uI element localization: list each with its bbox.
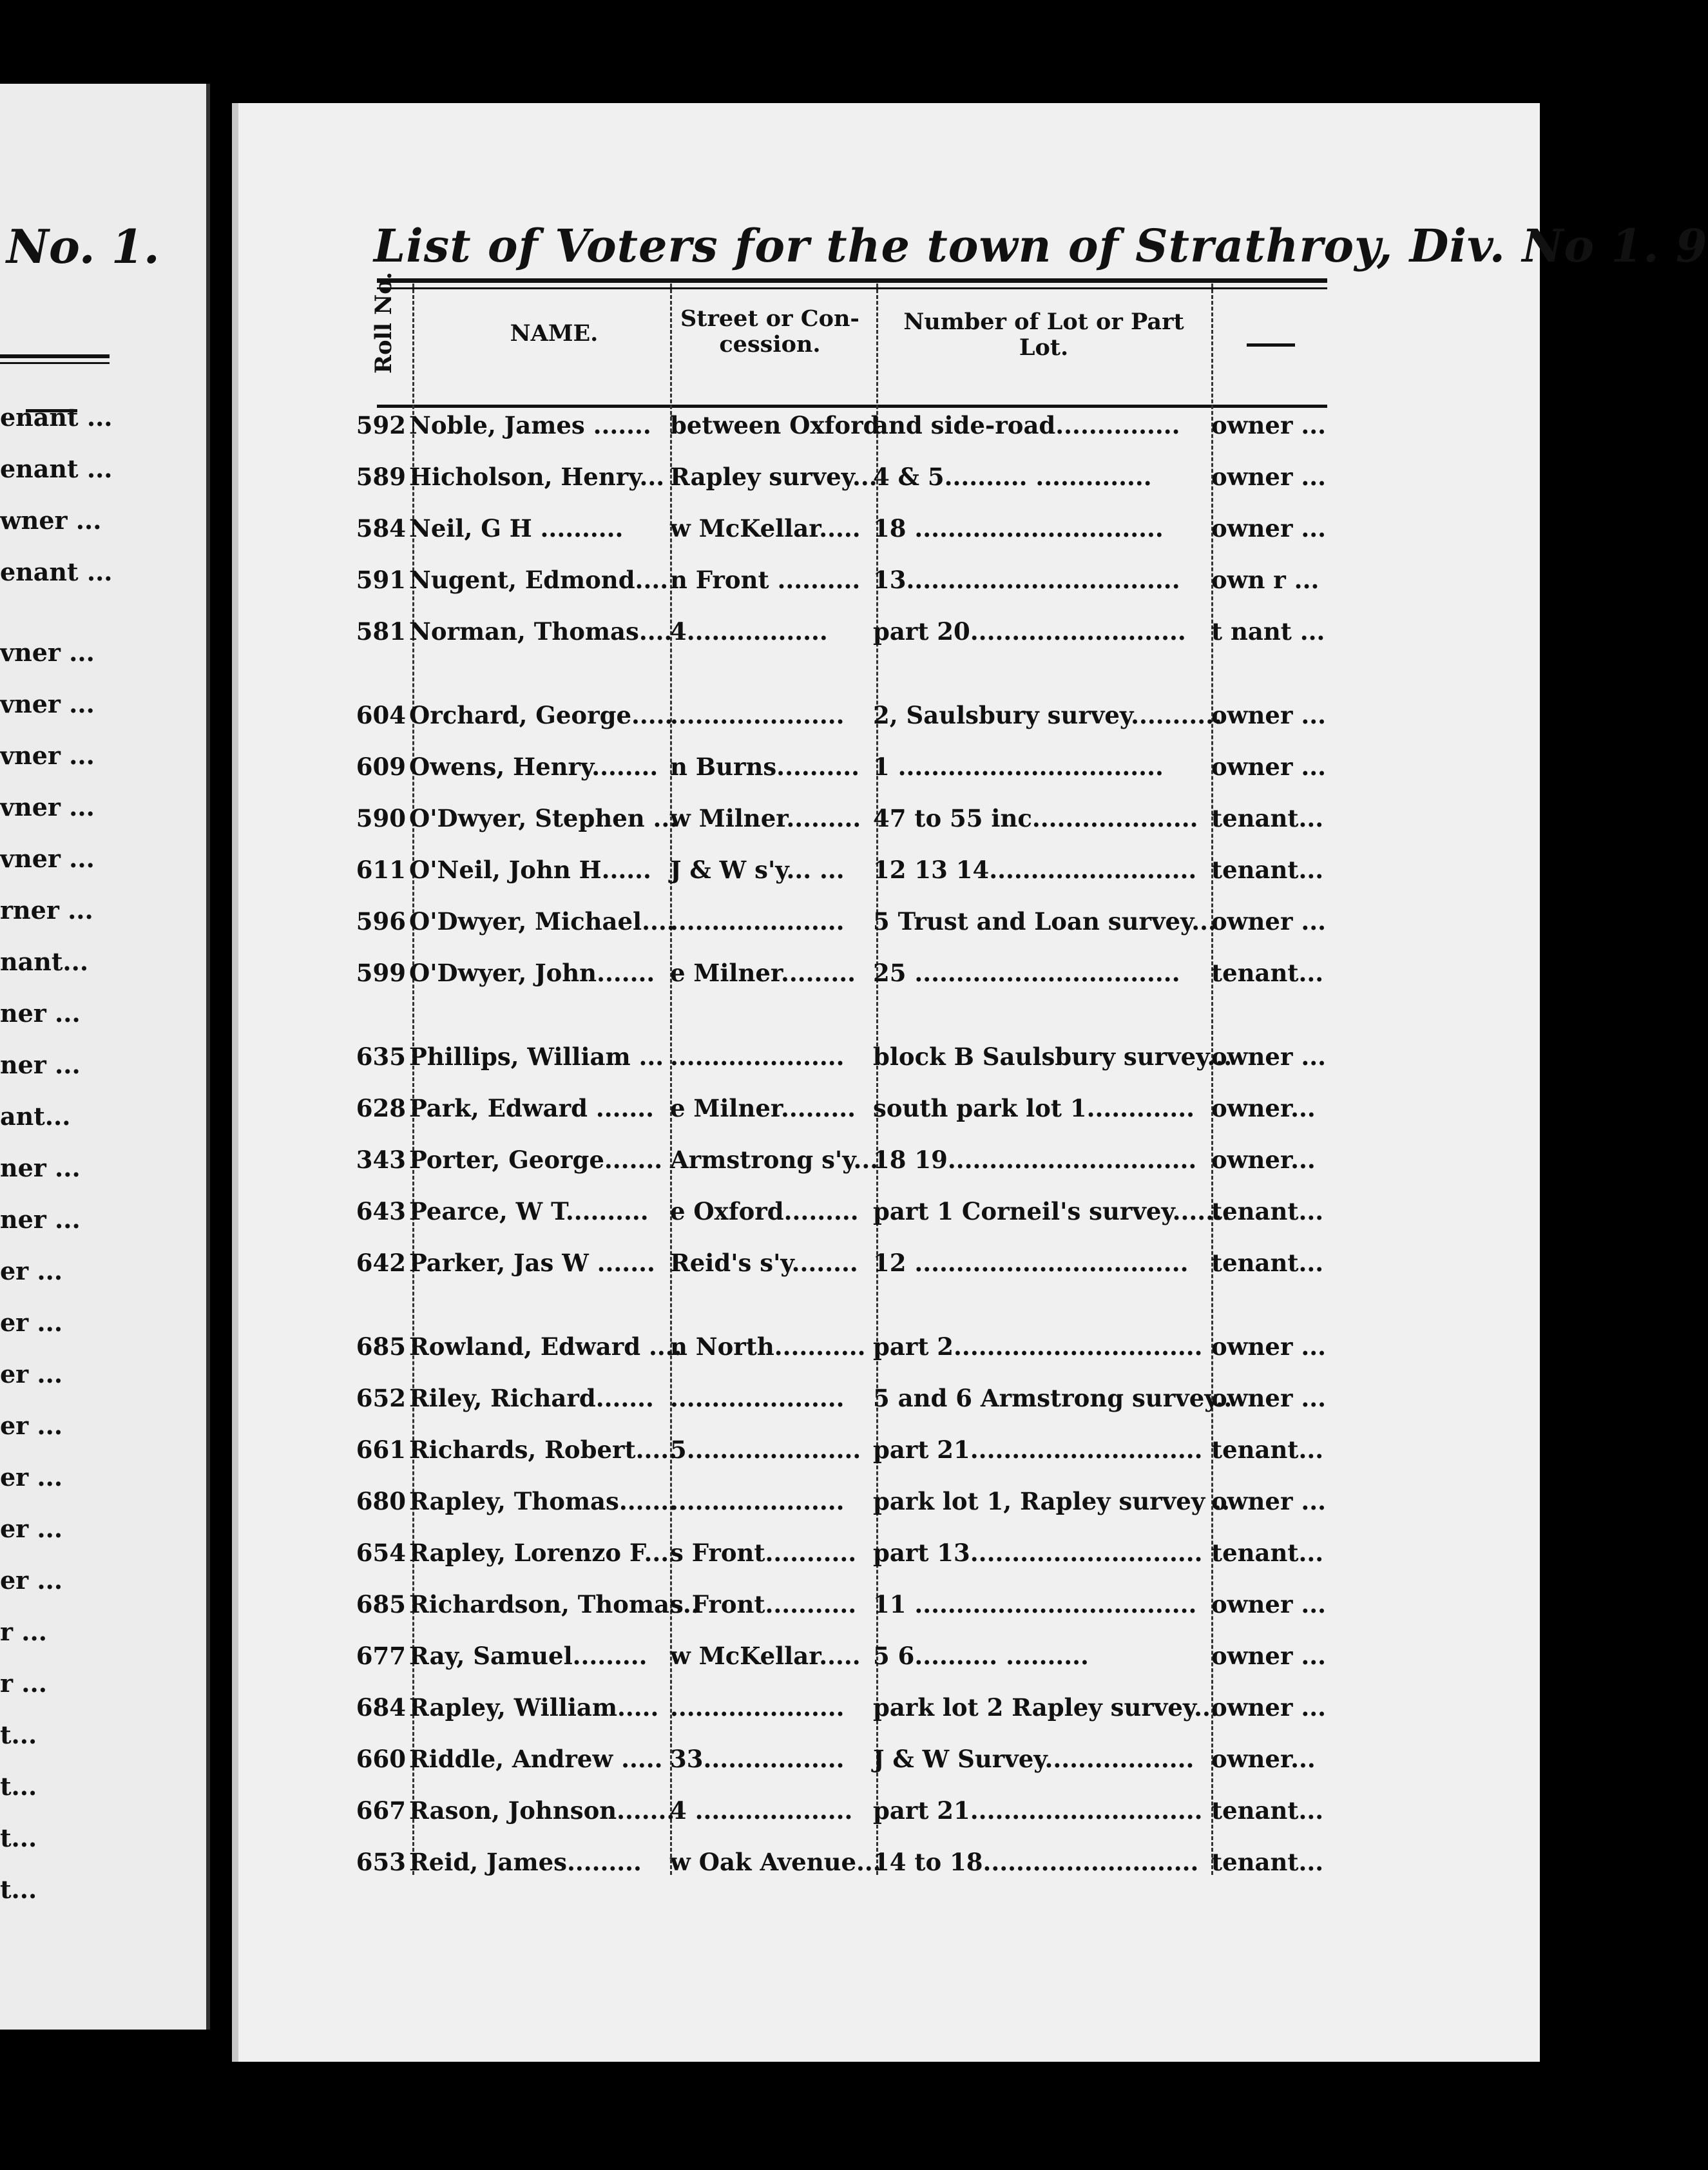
voter-status: owner ... [1211,1642,1326,1670]
voter-name: Phillips, William ... [409,1042,664,1071]
voter-status: owner ... [1211,753,1326,781]
table-row [0,1430,1582,1469]
voter-status: owner ... [1211,701,1326,729]
left-page-item: ant... [0,1102,71,1131]
street-concession: 4 ................... [670,1796,853,1825]
street-concession: J & W s'y... ... [670,856,845,884]
left-page-item: er ... [0,1359,63,1388]
lot-number: 5 and 6 Armstrong survey.. [873,1384,1233,1412]
left-page-item: r ... [0,1617,47,1646]
left-page-item: vner ... [0,741,95,770]
table-row [0,954,1582,992]
voter-status: t nant ... [1211,617,1325,646]
street-concession: n North........... [670,1332,866,1361]
left-page-item: vner ... [0,689,95,718]
left-page-item: vner ... [0,638,95,667]
voter-name: O'Neil, John H...... [409,856,651,884]
street-concession: s Front........... [670,1590,857,1618]
lot-number: 12 13 14......................... [873,856,1197,884]
roll-number: 581 [356,617,406,646]
roll-number: 584 [356,514,406,542]
street-concession: 33................. [670,1745,845,1773]
lot-number: 1 ................................ [873,753,1164,781]
voter-status: owner ... [1211,411,1326,439]
roll-number: 628 [356,1094,406,1122]
left-page-item: rner ... [0,896,93,925]
street-concession: n Burns.......... [670,753,859,781]
lot-number: 18 19.............................. [873,1146,1197,1174]
left-page-item: ner ... [0,1050,81,1079]
lot-number: 11 .................................. [873,1590,1197,1618]
roll-number: 599 [356,959,406,987]
roll-number: 609 [356,753,406,781]
voter-name: Parker, Jas W ....... [409,1249,655,1277]
lot-number: 47 to 55 inc.................... [873,804,1198,832]
voter-name: Pearce, W T.......... [409,1197,649,1225]
street-concession: w McKellar..... [670,1642,861,1670]
lot-number: and side-road............... [873,411,1180,439]
street-concession: ..................... [670,701,845,729]
left-page-item: nant... [0,947,89,976]
left-page-item: wner ... [0,506,102,535]
voter-status: tenant... [1211,1796,1324,1825]
roll-number: 635 [356,1042,406,1071]
table-row [0,612,1582,651]
table-row [0,1379,1582,1417]
table-row [0,1740,1582,1778]
voter-name: Rapley, William..... [409,1693,659,1722]
table-row [0,1791,1582,1830]
left-page-item: er ... [0,1411,63,1440]
street-concession: 4................. [670,617,828,646]
table-row [0,1243,1582,1282]
lot-number: part 2.............................. [873,1332,1203,1361]
street-concession: ..................... [670,1487,845,1515]
street-concession: w Oak Avenue... [670,1848,881,1876]
roll-number: 684 [356,1693,406,1722]
lot-number: 5 Trust and Loan survey... [873,907,1216,936]
voter-name: Richardson, Thomas.. [409,1590,700,1618]
lot-number: part 13............................ [873,1539,1203,1567]
table-row [0,1843,1582,1881]
table-row [0,747,1582,786]
left-page-item: t... [0,1772,37,1801]
roll-number: 660 [356,1745,406,1773]
voter-name: Rason, Johnson....... [409,1796,675,1825]
table-row [0,1192,1582,1231]
voter-name: Hicholson, Henry... [409,463,665,491]
lot-number: 5 6.......... .......... [873,1642,1089,1670]
lot-number: J & W Survey.................. [873,1745,1195,1773]
voter-status: own r ... [1211,566,1319,594]
voter-name: O'Dwyer, Stephen ... [409,804,678,832]
voter-status: tenant... [1211,1197,1324,1225]
lot-number: 14 to 18.......................... [873,1848,1199,1876]
header-roll-no [370,271,403,387]
table-row [0,1482,1582,1521]
voter-status: tenant... [1211,1848,1324,1876]
voter-name: Neil, G H .......... [409,514,624,542]
roll-number: 685 [356,1332,406,1361]
voter-status: tenant... [1211,959,1324,987]
voter-status: tenant... [1211,1435,1324,1464]
voter-status: tenant... [1211,1539,1324,1567]
roll-number: 667 [356,1796,406,1825]
street-concession: e Oxford......... [670,1197,859,1225]
voter-status: owner ... [1211,463,1326,491]
roll-number: 604 [356,701,406,729]
street-concession: ..................... [670,1693,845,1722]
header-name: NAME. [510,320,599,347]
roll-number: 611 [356,856,406,884]
street-concession: 5..................... [670,1435,861,1464]
roll-number: 652 [356,1384,406,1412]
street-concession: Reid's s'y........ [670,1249,858,1277]
street-concession: e Milner......... [670,959,856,987]
lot-number: 18 .............................. [873,514,1164,542]
lot-number: part 1 Corneil's survey....... [873,1197,1231,1225]
roll-number: 661 [356,1435,406,1464]
voter-name: Reid, James......... [409,1848,642,1876]
roll-number: 591 [356,566,406,594]
table-row [0,1089,1582,1128]
roll-number: 592 [356,411,406,439]
voter-name: Orchard, George..... [409,701,673,729]
voter-status: owner ... [1211,907,1326,936]
voter-name: O'Dwyer, Michael.... [409,907,675,936]
lot-number: 12 ................................. [873,1249,1189,1277]
left-page-item: er ... [0,1463,63,1492]
street-concession: e Milner......... [670,1094,856,1122]
lot-number: part 21............................ [873,1796,1203,1825]
table-row [0,1533,1582,1572]
left-page-item: ner ... [0,1205,81,1234]
voter-name: Richards, Robert..... [409,1435,677,1464]
roll-number: 680 [356,1487,406,1515]
voter-status: tenant... [1211,804,1324,832]
left-page-item: enant ... [0,454,113,483]
voter-status: owner... [1211,1146,1316,1174]
left-page-item: er ... [0,1566,63,1595]
voter-name: Park, Edward ....... [409,1094,655,1122]
table-row [0,1637,1582,1675]
roll-number: 642 [356,1249,406,1277]
table-row [0,561,1582,599]
header-lot: Number of Lot or Part Lot. [903,309,1184,361]
table-row [0,509,1582,548]
voter-status: owner ... [1211,1384,1326,1412]
voter-status: tenant... [1211,1249,1324,1277]
lot-number: park lot 2 Rapley survey... [873,1693,1219,1722]
voter-status: owner ... [1211,1042,1326,1071]
left-page-item: r ... [0,1669,47,1698]
table-row [0,457,1582,496]
lot-number: 25 ................................ [873,959,1180,987]
left-page-item: t... [0,1823,37,1852]
header-status-dash [1247,343,1295,347]
left-page-item: enant ... [0,557,113,586]
voter-name: Ray, Samuel......... [409,1642,648,1670]
left-page-item: vner ... [0,844,95,873]
voter-name: Rapley, Thomas....... [409,1487,677,1515]
street-concession: between Oxford. [670,411,888,439]
title-rule [377,278,1327,283]
left-page-item: t... [0,1875,37,1904]
lot-number: park lot 1, Rapley survey .. [873,1487,1230,1515]
left-page-item: enant ... [0,403,113,432]
title-rule-thin [377,287,1327,289]
lot-number: part 20.......................... [873,617,1186,646]
street-concession: w Milner......... [670,804,861,832]
roll-number: 654 [356,1539,406,1567]
roll-number: 590 [356,804,406,832]
table-row [0,1327,1582,1366]
voter-status: owner ... [1211,1693,1326,1722]
street-concession: Armstrong s'y... [670,1146,879,1174]
table-row [0,799,1582,838]
street-concession: s Front........... [670,1539,857,1567]
voter-name: Riley, Richard....... [409,1384,654,1412]
left-page-item: t... [0,1720,37,1749]
roll-number: 343 [356,1146,406,1174]
left-page-item: er ... [0,1308,63,1337]
table-row [0,1140,1582,1179]
voter-status: owner ... [1211,1487,1326,1515]
left-page-item: er ... [0,1514,63,1543]
voter-status: owner ... [1211,1590,1326,1618]
voter-name: Norman, Thomas.... [409,617,673,646]
lot-number: 4 & 5.......... .............. [873,463,1152,491]
roll-number: 589 [356,463,406,491]
voter-status: tenant... [1211,856,1324,884]
street-concession: Rapley survey... [670,463,878,491]
voter-status: owner... [1211,1745,1316,1773]
voter-name: Rapley, Lorenzo F... [409,1539,669,1567]
voter-status: owner ... [1211,1332,1326,1361]
street-concession: ..................... [670,1042,845,1071]
table-row [0,696,1582,735]
street-concession: n Front .......... [670,566,861,594]
voter-name: Owens, Henry........ [409,753,658,781]
left-page-item: ner ... [0,999,81,1028]
page-title: List of Voters for the town of Strathroy, Div. No 1. 9 [374,219,1708,273]
lot-number: south park lot 1............. [873,1094,1195,1122]
header-street: Street or Con-cession. [680,305,859,358]
left-page-rule [0,354,110,358]
voter-name: Rowland, Edward .... [409,1332,682,1361]
roll-number: 685 [356,1590,406,1618]
table-row [0,850,1582,889]
voter-name: Noble, James ....... [409,411,651,439]
left-page-item: ner ... [0,1153,81,1182]
street-concession: w McKellar..... [670,514,861,542]
lot-number: 2, Saulsbury survey........... [873,701,1222,729]
lot-number: 13................................. [873,566,1180,594]
left-page-item: vner ... [0,792,95,821]
left-page-heading: No. 1. [6,219,160,274]
table-row [0,1037,1582,1076]
left-page-item: er ... [0,1256,63,1285]
voter-name: Riddle, Andrew ..... [409,1745,663,1773]
table-row [0,1585,1582,1624]
table-row [0,406,1582,445]
voter-status: owner ... [1211,514,1326,542]
voter-name: O'Dwyer, John....... [409,959,655,987]
roll-number: 643 [356,1197,406,1225]
roll-number: 653 [356,1848,406,1876]
lot-number: part 21............................ [873,1435,1203,1464]
voter-status: owner... [1211,1094,1316,1122]
table-row [0,1688,1582,1727]
roll-number: 596 [356,907,406,936]
table-row [0,902,1582,941]
header-roll-no-text: Roll No. [370,271,397,374]
voter-name: Nugent, Edmond.... [409,566,669,594]
street-concession: ..................... [670,1384,845,1412]
street-concession: ..................... [670,907,845,936]
roll-number: 677 [356,1642,406,1670]
voter-name: Porter, George....... [409,1146,663,1174]
lot-number: block B Saulsbury survey... [873,1042,1233,1071]
left-page-rule-thin [0,362,110,364]
